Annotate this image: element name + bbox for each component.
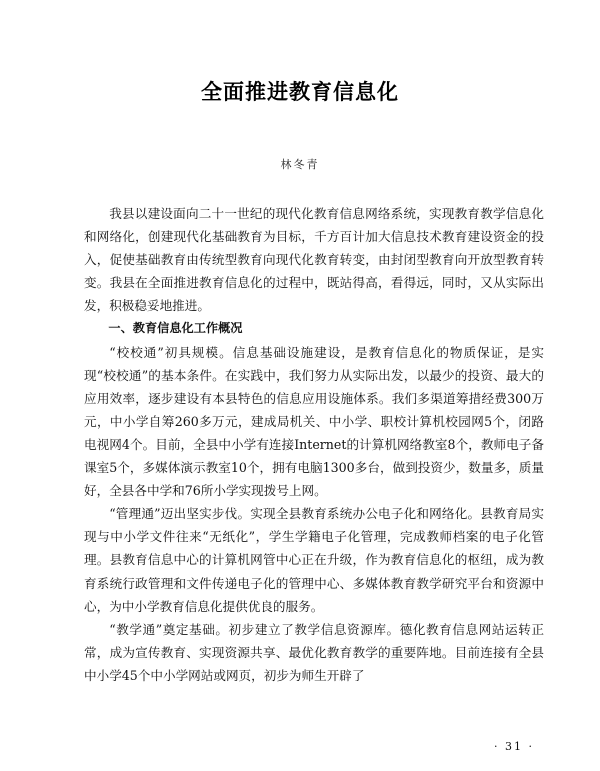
article-title: 全面推进教育信息化 [201, 80, 399, 104]
body-paragraph: “教学通”奠定基础。初步建立了教学信息资源库。德化教育信息网站运转正常，成为宣传教育、实现资源共享、最优化教育教学的重要阵地。目前连接有全县中小学45个中小学网站或网页，初步为师生开辟了 [84, 621, 544, 683]
body-paragraph: “校校通”初具规模。信息基础设施建设，是教育信息化的物质保证，是实现“校校通”的基本条件。在实践中，我们努力从实际出发，以最少的投资、最大的应用效率，逐步建设有本县特色的信息应用设施体系。我们多渠道筹措经费300万元，中小学自筹260多万元，建成局机关、中小学、职校计算机校园网5个，闭路电视网4个。目前，全县中小学有连接Internet的计算机网络教室8个，教师电子备课室5个，多媒体演示教室10个，拥有电脑1300多台，做到投资少，数量多，质量好，全县各中学和76所小学实现拨号上网。 [84, 344, 544, 499]
article-body [84, 202, 544, 687]
section-heading: 一、教育信息化工作概况 [108, 321, 243, 336]
author-name: 林冬青 [280, 158, 320, 171]
intro-paragraph: 我县以建设面向二十一世纪的现代化教育信息网络系统，实现教育教学信息化和网络化，创建现代化基础教育为目标，千方百计加大信息技术教育建设资金的投入，促使基础教育由传统型教育向现代化教育转变，由封闭型教育向开放型教育转变。我县在全面推进教育信息化的过程中，既站得高，看得远，同时，又从实际出发，积极稳妥地推进。 [84, 206, 544, 314]
body-paragraph: “管理通”迈出坚实步伐。实现全县教育系统办公电子化和网络化。县教育局实现与中小学文件往来“无纸化”，学生学籍电子化管理，完成教师档案的电子化管理。县教育信息中心的计算机网管中心正在升级，作为教育信息化的枢纽，成为教育系统行政管理和文件传递电子化的管理中心、多媒体教育教学研究平台和资源中心，为中小学教育信息化提供优良的服务。 [84, 506, 544, 614]
page-number: · 31 · [494, 740, 534, 753]
